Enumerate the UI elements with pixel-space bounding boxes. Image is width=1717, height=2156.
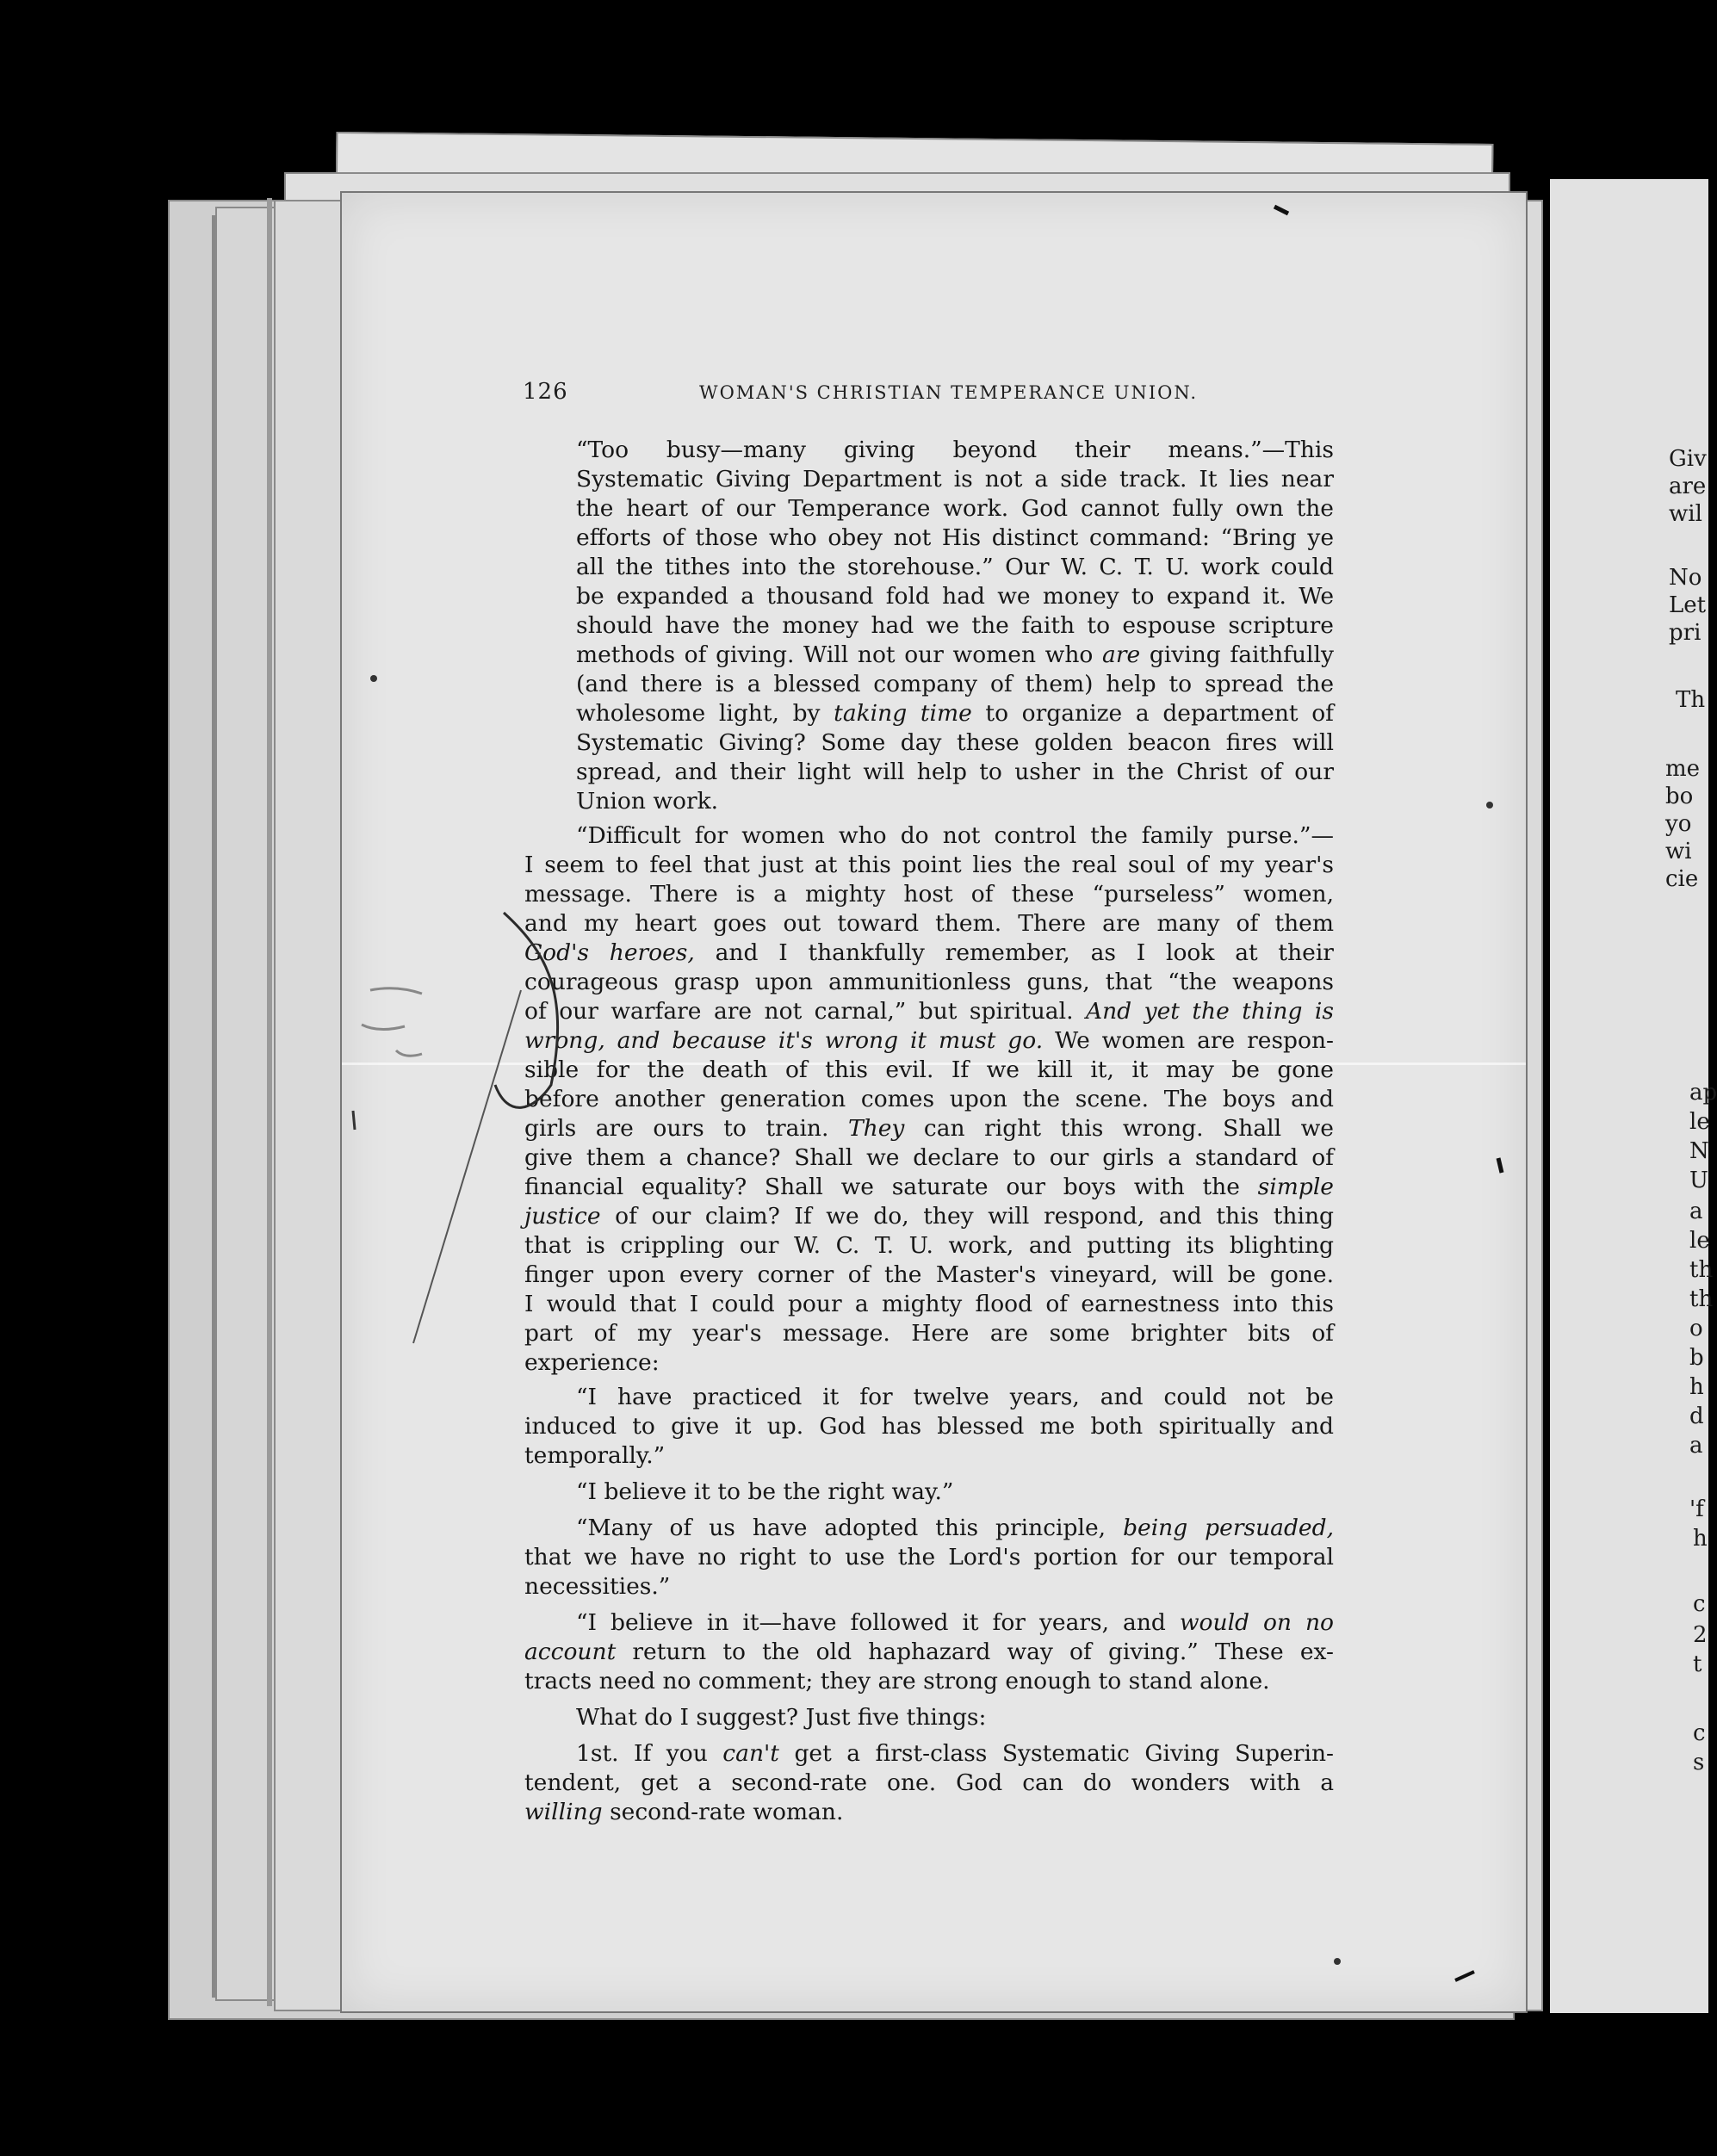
text-line: that is crippling our W. C. T. U. work, and putting its blighting <box>524 1232 1334 1259</box>
body-text <box>524 436 1334 1834</box>
italic-span: being persuaded, <box>1123 1515 1334 1541</box>
text-span: can right this wrong. Shall we <box>923 1115 1334 1142</box>
neighbor-text: Giv <box>1669 446 1707 472</box>
italic-span: would on no <box>1179 1609 1334 1636</box>
neighbor-text: cie <box>1665 866 1699 892</box>
italic-span: account <box>524 1639 617 1665</box>
neighbor-text: wil <box>1669 501 1702 527</box>
text-line: all the tithes into the storehouse.” Our W. C. T. U. work could <box>576 554 1334 580</box>
text-line: I would that I could pour a mighty flood of earnestness into this <box>524 1291 1334 1317</box>
text-line <box>524 1608 1334 1638</box>
text-line: and my heart goes out toward them. There are many of them <box>524 910 1334 937</box>
text-line: I seem to feel that just at this point lies the real soul of my year's <box>524 852 1334 878</box>
text-line: “Too busy—many giving beyond their means.”—This <box>576 437 1334 463</box>
neighbor-text: c <box>1693 1591 1706 1617</box>
text-line <box>524 1798 1334 1827</box>
text-line <box>524 641 1334 670</box>
neighbor-text: 'f <box>1689 1496 1704 1522</box>
text-line <box>524 1739 1334 1769</box>
text-span: wholesome light, by <box>576 700 821 727</box>
text-line: courageous grasp upon ammunitionless guns, that “the weapons <box>524 969 1334 995</box>
neighbor-text: Th <box>1676 687 1706 713</box>
text-span: and I thankfully remember, as I look at their <box>715 939 1334 966</box>
running-head: WOMAN'S CHRISTIAN TEMPERANCE UNION. <box>699 382 1199 403</box>
suggest-line <box>524 1703 1334 1732</box>
neighbor-text: th <box>1689 1257 1714 1283</box>
neighbor-text: No <box>1669 565 1702 591</box>
neighbor-text: h <box>1693 1526 1708 1552</box>
text-line: tendent, get a second-rate one. God can do wonders with a <box>524 1769 1334 1796</box>
text-line <box>524 699 1334 728</box>
italic-span: They <box>847 1115 905 1142</box>
quote-twelve-years <box>524 1383 1334 1471</box>
text-span: giving faithfully <box>1149 641 1334 668</box>
first-suggestion <box>524 1739 1334 1827</box>
text-span: of our claim? If we do, they will respond, and this thing <box>615 1203 1334 1230</box>
text-line: the heart of our Temperance work. God cannot fully own the <box>576 495 1334 522</box>
text-line: that we have no right to use the Lord's portion for our temporal <box>524 1544 1334 1571</box>
text-line <box>524 997 1334 1026</box>
neighbor-text: U <box>1689 1168 1708 1193</box>
neighbor-text: yo <box>1665 811 1692 837</box>
text-span: to organize a department of <box>985 700 1334 727</box>
text-line: “Difficult for women who do not control the family purse.”— <box>576 822 1334 849</box>
quote-right-way <box>524 1478 1334 1507</box>
text-line: What do I suggest? Just five things: <box>576 1704 987 1731</box>
neighbor-text: le <box>1689 1228 1710 1254</box>
text-line: tracts need no comment; they are strong enough to stand alone. <box>524 1668 1270 1694</box>
neighbor-text: d <box>1689 1403 1704 1429</box>
text-line: necessities.” <box>524 1573 671 1600</box>
text-line: induced to give it up. God has blessed me both spiritually and <box>524 1413 1334 1440</box>
text-span: financial equality? Shall we saturate our boys with the <box>524 1174 1240 1200</box>
text-span: “Many of us have adopted this principle, <box>576 1515 1106 1541</box>
text-line: “I have practiced it for twelve years, and could not be <box>576 1384 1334 1410</box>
neighbor-text: a <box>1689 1199 1703 1224</box>
text-line: “I believe it to be the right way.” <box>576 1478 954 1505</box>
text-line: part of my year's message. Here are some brighter bits of <box>524 1320 1334 1347</box>
text-span: We women are respon- <box>1055 1027 1334 1054</box>
page-edge-line <box>212 215 215 1998</box>
text-span: methods of giving. Will not our women who <box>576 641 1094 668</box>
italic-span: willing <box>524 1799 603 1825</box>
text-line: message. There is a mighty host of these “purseless” women, <box>524 881 1334 908</box>
page-number: 126 <box>523 379 568 405</box>
text-line <box>524 1514 1334 1543</box>
italic-span: wrong, and because it's wrong it must go. <box>524 1027 1044 1054</box>
text-span: girls are ours to train. <box>524 1115 829 1142</box>
text-line: Systematic Giving? Some day these golden beacon fires will <box>576 729 1334 756</box>
text-line: spread, and their light will help to usher in the Christ of our <box>576 759 1334 785</box>
main-page <box>340 191 1528 2013</box>
neighbor-page <box>1550 179 1717 2013</box>
text-line: before another generation comes upon the scene. The boys and <box>524 1086 1334 1112</box>
text-line <box>524 1638 1334 1667</box>
neighbor-text: s <box>1693 1750 1705 1775</box>
quote-believe-in-it <box>524 1608 1334 1696</box>
italic-span: justice <box>524 1203 601 1230</box>
text-span: second-rate woman. <box>610 1799 844 1825</box>
page-edge-line <box>267 198 272 2006</box>
italic-span: are <box>1102 641 1141 668</box>
text-span: return to the old haphazard way of giving.” These ex- <box>632 1639 1334 1665</box>
text-line: sible for the death of this evil. If we kill it, it may be gone <box>524 1056 1334 1083</box>
neighbor-text: are <box>1669 474 1707 499</box>
text-line: finger upon every corner of the Master's vineyard, will be gone. <box>524 1261 1334 1288</box>
text-span: get a first-class Systematic Giving Superin- <box>794 1740 1334 1767</box>
neighbor-text: bo <box>1665 784 1694 809</box>
text-line: be expanded a thousand fold had we money to expand it. We <box>576 583 1334 610</box>
neighbor-text: le <box>1689 1109 1710 1135</box>
neighbor-text: c <box>1693 1720 1706 1746</box>
text-line: Union work. <box>576 788 719 815</box>
italic-span: God's heroes, <box>524 939 695 966</box>
neighbor-text: wi <box>1665 839 1692 864</box>
neighbor-text: N <box>1689 1138 1709 1164</box>
text-line <box>524 939 1334 968</box>
neighbor-text: h <box>1689 1374 1704 1400</box>
neighbor-text: ap <box>1689 1080 1717 1106</box>
text-line: should have the money had we the faith to espouse scripture <box>576 612 1334 639</box>
text-line: Systematic Giving Department is not a side track. It lies near <box>576 466 1334 493</box>
italic-span: can't <box>722 1740 779 1767</box>
paragraph-too-busy <box>524 436 1334 816</box>
text-line: experience: <box>524 1349 660 1376</box>
text-line <box>524 1173 1334 1202</box>
neighbor-text: Let <box>1669 592 1707 618</box>
text-line <box>524 1202 1334 1231</box>
text-line: give them a chance? Shall we declare to our girls a standard of <box>524 1144 1334 1171</box>
neighbor-text: o <box>1689 1316 1703 1341</box>
text-line: efforts of those who obey not His distinct command: “Bring ye <box>576 524 1334 551</box>
paragraph-difficult <box>524 821 1334 1378</box>
quote-many-of-us <box>524 1514 1334 1602</box>
neighbor-text: pri <box>1669 620 1702 646</box>
neighbor-text: me <box>1665 756 1701 782</box>
italic-span: simple <box>1257 1174 1334 1200</box>
text-line <box>524 1114 1334 1143</box>
neighbor-text: t <box>1693 1651 1702 1677</box>
text-line: temporally.” <box>524 1442 666 1469</box>
text-span: 1st. If you <box>576 1740 708 1767</box>
italic-span: taking time <box>834 700 972 727</box>
text-line: (and there is a blessed company of them) help to spread the <box>576 671 1334 697</box>
italic-span: And yet the thing is <box>1085 998 1334 1025</box>
text-span: of our warfare are not carnal,” but spiritual. <box>524 998 1074 1025</box>
neighbor-text: 2 <box>1693 1622 1708 1648</box>
text-line <box>524 1026 1334 1056</box>
neighbor-text: a <box>1689 1433 1703 1459</box>
neighbor-text: b <box>1689 1345 1704 1371</box>
neighbor-text: th <box>1689 1286 1714 1312</box>
text-span: “I believe in it—have followed it for years, and <box>576 1609 1166 1636</box>
